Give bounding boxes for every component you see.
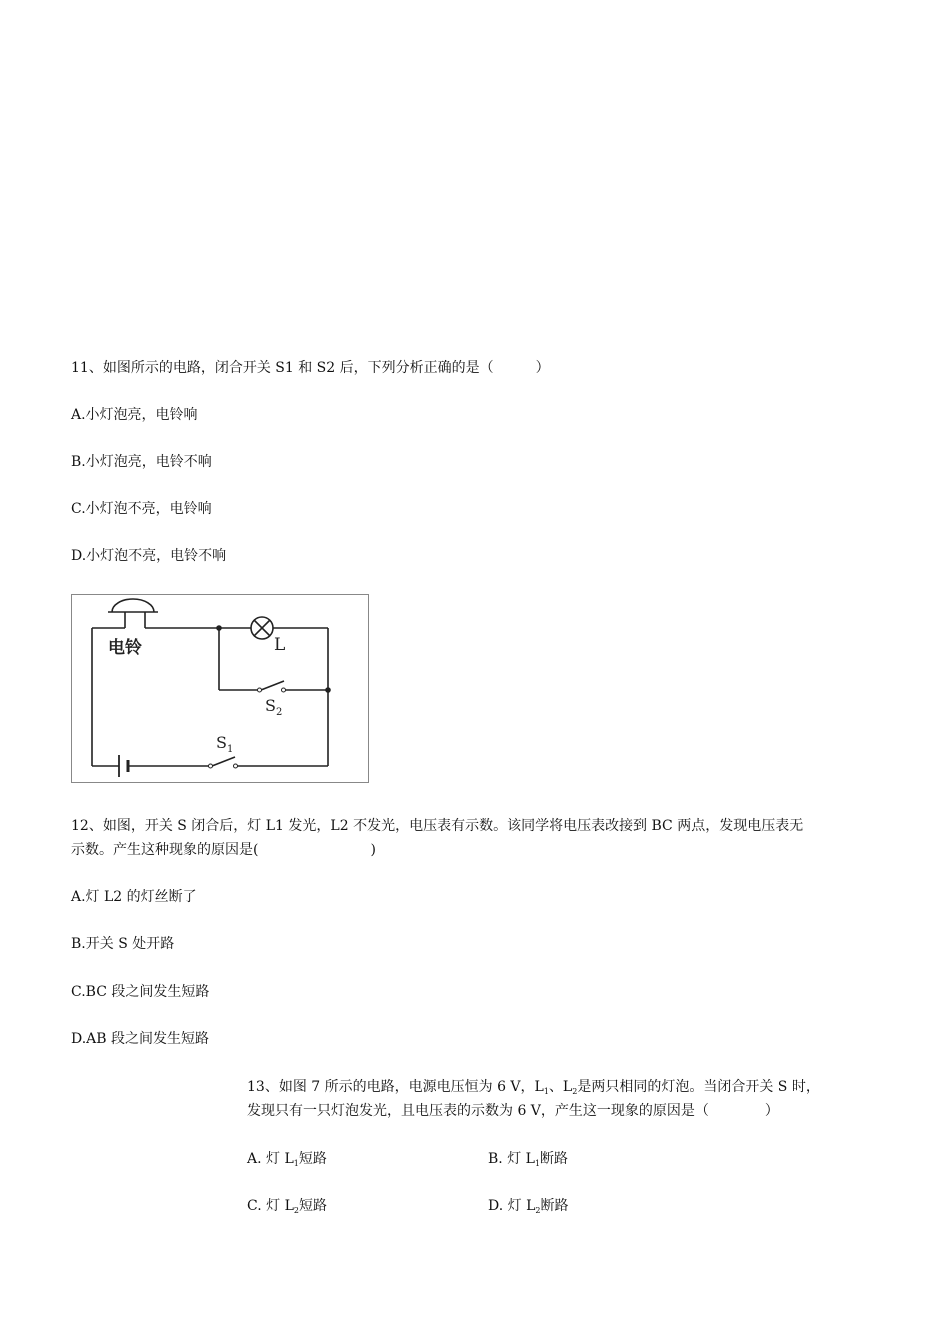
q11-stem: 11、如图所示的电路，闭合开关 S1 和 S2 后，下列分析正确的是（ ） — [71, 360, 550, 376]
q13-option-d: D. 灯 $L_2$断路 — [488, 1198, 569, 1215]
q11-circuit-figure — [71, 594, 369, 783]
lamp-label: L — [274, 635, 286, 655]
q13-stem-line2: 发现只有一只灯泡发光，且电压表的示数为 6 V，产生这一现象的原因是（ ） — [247, 1103, 779, 1119]
q11-option-a: A.小灯泡亮，电铃响 — [71, 407, 198, 423]
switch-s1-label: S — [216, 733, 227, 752]
q12-option-c: C.BC 段之间发生短路 — [71, 984, 210, 1000]
bell-label: 电铃 — [108, 638, 142, 658]
q11-option-d: D.小灯泡不亮，电铃不响 — [71, 548, 227, 564]
q12-stem-line1: 12、如图，开关 S 闭合后，灯 L1 发光，L2 不发光，电压表有示数。该同学将电压表改接到 BC 两点，发现电压表无 — [71, 818, 804, 834]
switch-s2-icon — [261, 681, 284, 690]
switch-s1-icon — [212, 757, 235, 766]
q12-option-d: D.AB 段之间发生短路 — [71, 1031, 210, 1047]
circuit-diagram — [72, 595, 368, 782]
switch-s1-subscript: 1 — [227, 744, 234, 755]
q12-stem-line2: 示数。产生这种现象的原因是( ) — [71, 842, 376, 858]
q12-option-b: B.开关 S 处开路 — [71, 936, 175, 952]
q12-option-a: A.灯 L2 的灯丝断了 — [71, 889, 197, 905]
q11-option-c: C.小灯泡不亮，电铃响 — [71, 501, 212, 517]
q13-stem-line1: 13、如图 7 所示的电路，电源电压恒为 6 V，$L_1$、$L_2$是两只相同的灯泡。当闭合开关 S 时， — [247, 1079, 820, 1096]
switch-s2-subscript: 2 — [276, 707, 283, 718]
q13-option-a: A. 灯 $L_1$短路 — [247, 1151, 327, 1168]
q13-option-c: C. 灯 $L_2$短路 — [247, 1198, 327, 1215]
bell-dome-icon — [112, 599, 154, 612]
switch-s2-label: S — [265, 696, 276, 715]
q11-option-b: B.小灯泡亮，电铃不响 — [71, 454, 212, 470]
q13-option-b: B. 灯 $L_1$断路 — [488, 1151, 569, 1168]
